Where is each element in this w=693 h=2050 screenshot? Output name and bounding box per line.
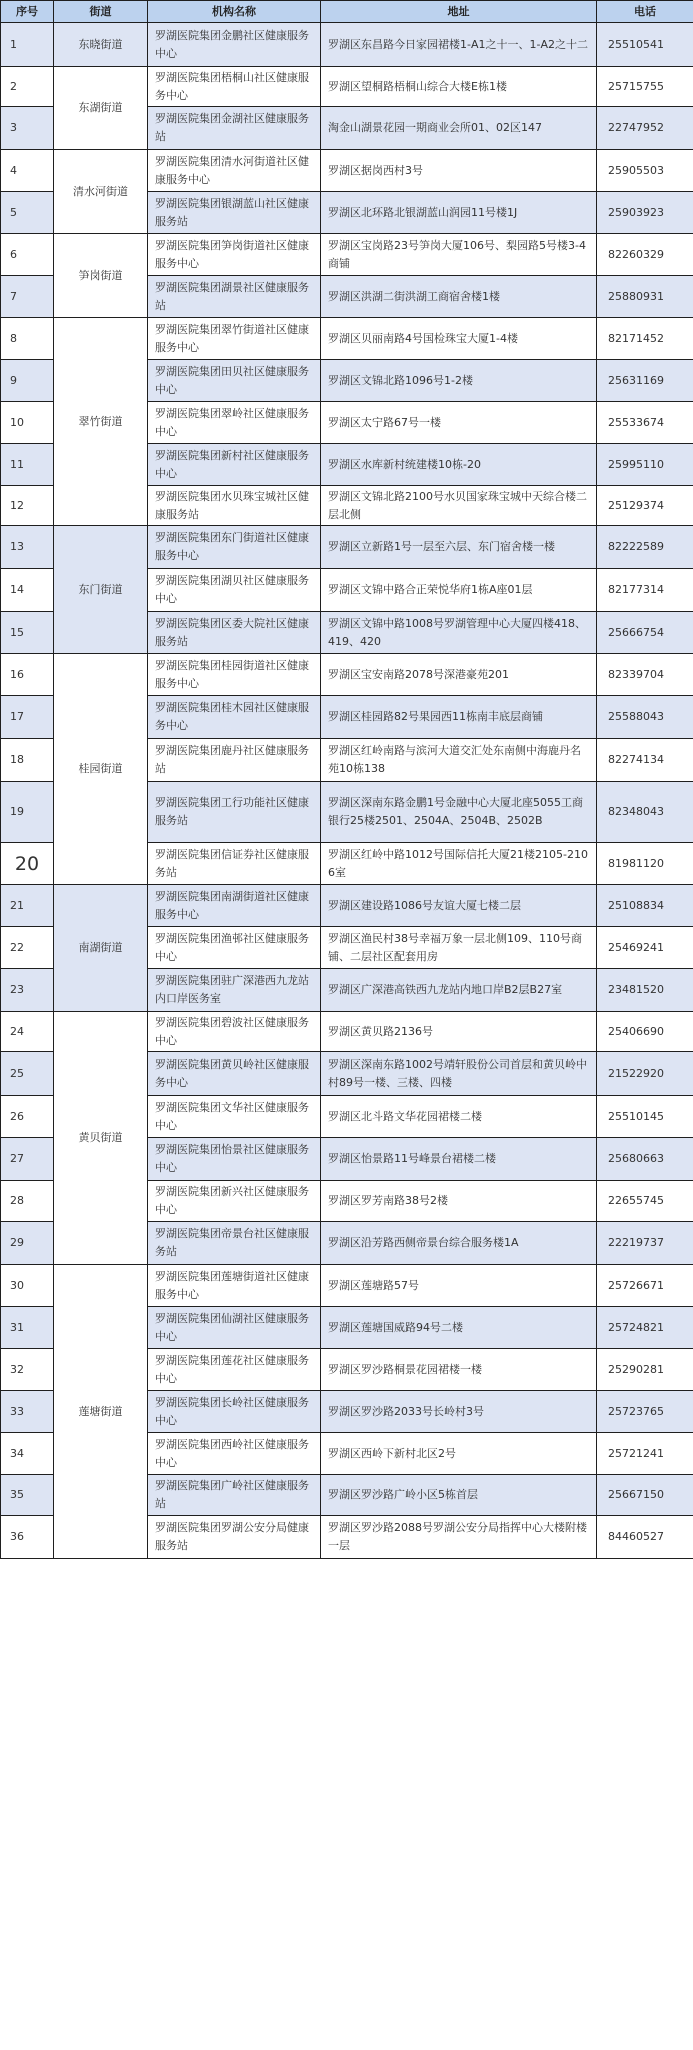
institution-name: 罗湖医院集团清水河街道社区健康服务中心 [148, 150, 321, 192]
institution-name: 罗湖医院集团桂园街道社区健康服务中心 [148, 654, 321, 696]
address-cell: 罗湖区太宁路67号一楼 [321, 402, 597, 444]
phone-cell: 22219737 [597, 1222, 693, 1265]
address-cell: 罗湖区水库新村统建楼10栋-20 [321, 444, 597, 486]
address-cell: 罗湖区怡景路11号峰景台裙楼二楼 [321, 1138, 597, 1181]
institution-name: 罗湖医院集团莲花社区健康服务中心 [148, 1349, 321, 1391]
row-number: 17 [1, 696, 54, 739]
table-row [1, 526, 693, 569]
row-number: 30 [1, 1265, 54, 1307]
row-number: 16 [1, 654, 54, 696]
address-cell: 罗湖区东昌路今日家园裙楼1-A1之十一、1-A2之十二 [321, 23, 597, 67]
row-number: 7 [1, 276, 54, 318]
phone-cell: 82260329 [597, 234, 693, 276]
address-cell: 罗湖区红岭南路与滨河大道交汇处东南侧中海鹿丹名苑10栋138 [321, 739, 597, 782]
institution-name: 罗湖医院集团翠岭社区健康服务中心 [148, 402, 321, 444]
address-cell: 罗湖区北斗路文华花园裙楼二楼 [321, 1096, 597, 1138]
address-cell: 罗湖区黄贝路2136号 [321, 1012, 597, 1052]
street-cell: 桂园街道 [54, 654, 148, 885]
institution-name: 罗湖医院集团文华社区健康服务中心 [148, 1096, 321, 1138]
address-cell: 罗湖区红岭中路1012号国际信托大厦21楼2105-2106室 [321, 843, 597, 885]
address-cell: 罗湖区桂园路82号果园西11栋南丰底层商铺 [321, 696, 597, 739]
phone-cell: 82339704 [597, 654, 693, 696]
header-address: 地址 [321, 1, 597, 23]
street-cell: 清水河街道 [54, 150, 148, 234]
institution-name: 罗湖医院集团梧桐山社区健康服务中心 [148, 67, 321, 107]
phone-cell: 25666754 [597, 612, 693, 654]
address-cell: 罗湖区文锦北路1096号1-2楼 [321, 360, 597, 402]
address-cell: 罗湖区文锦北路2100号水贝国家珠宝城中天综合楼二层北侧 [321, 486, 597, 526]
address-cell: 罗湖区罗沙路2088号罗湖公安分局指挥中心大楼附楼一层 [321, 1516, 597, 1559]
address-cell: 罗湖区罗沙路广岭小区5栋首层 [321, 1475, 597, 1516]
phone-cell: 82222589 [597, 526, 693, 569]
row-number: 12 [1, 486, 54, 526]
row-number: 32 [1, 1349, 54, 1391]
row-number: 6 [1, 234, 54, 276]
header-phone: 电话 [597, 1, 693, 23]
address-cell: 罗湖区贝丽南路4号国检珠宝大厦1-4楼 [321, 318, 597, 360]
institution-name: 罗湖医院集团渔邨社区健康服务中心 [148, 927, 321, 969]
street-cell: 东门街道 [54, 526, 148, 654]
institution-name: 罗湖医院集团金湖社区健康服务站 [148, 107, 321, 150]
address-cell: 罗湖区立新路1号一层至六层、东门宿舍楼一楼 [321, 526, 597, 569]
row-number: 4 [1, 150, 54, 192]
table-row [1, 885, 693, 927]
header-no: 序号 [1, 1, 54, 23]
address-cell: 罗湖区据岗西村3号 [321, 150, 597, 192]
header-street: 街道 [54, 1, 148, 23]
institution-name: 罗湖医院集团水贝珠宝城社区健康服务站 [148, 486, 321, 526]
row-number: 23 [1, 969, 54, 1012]
row-number: 28 [1, 1181, 54, 1222]
phone-cell: 22655745 [597, 1181, 693, 1222]
address-cell: 罗湖区渔民村38号幸福万象一层北侧109、110号商铺、二层社区配套用房 [321, 927, 597, 969]
phone-cell: 25469241 [597, 927, 693, 969]
street-cell: 南湖街道 [54, 885, 148, 1012]
row-number: 35 [1, 1475, 54, 1516]
institution-name: 罗湖医院集团金鹏社区健康服务中心 [148, 23, 321, 67]
header-row [1, 1, 693, 23]
row-number: 20 [1, 843, 54, 885]
address-cell: 罗湖区广深港高铁西九龙站内地口岸B2层B27室 [321, 969, 597, 1012]
phone-cell: 25726671 [597, 1265, 693, 1307]
phone-cell: 82348043 [597, 782, 693, 843]
address-cell: 罗湖区罗沙路2033号长岭村3号 [321, 1391, 597, 1433]
institution-name: 罗湖医院集团桂木园社区健康服务中心 [148, 696, 321, 739]
header-name: 机构名称 [148, 1, 321, 23]
institution-name: 罗湖医院集团信证券社区健康服务站 [148, 843, 321, 885]
table-body [1, 23, 693, 1559]
address-cell: 罗湖区北环路北银湖蓝山润园11号楼1J [321, 192, 597, 234]
row-number: 11 [1, 444, 54, 486]
table-row [1, 318, 693, 360]
institution-name: 罗湖医院集团广岭社区健康服务站 [148, 1475, 321, 1516]
phone-cell: 25680663 [597, 1138, 693, 1181]
row-number: 10 [1, 402, 54, 444]
institution-name: 罗湖医院集团东门街道社区健康服务中心 [148, 526, 321, 569]
institution-name: 罗湖医院集团罗湖公安分局健康服务站 [148, 1516, 321, 1559]
row-number: 1 [1, 23, 54, 67]
address-cell: 罗湖区罗芳南路38号2楼 [321, 1181, 597, 1222]
phone-cell: 25880931 [597, 276, 693, 318]
phone-cell: 25667150 [597, 1475, 693, 1516]
phone-cell: 25406690 [597, 1012, 693, 1052]
row-number: 15 [1, 612, 54, 654]
institution-name: 罗湖医院集团怡景社区健康服务中心 [148, 1138, 321, 1181]
institution-name: 罗湖医院集团西岭社区健康服务中心 [148, 1433, 321, 1475]
phone-cell: 82171452 [597, 318, 693, 360]
address-cell: 罗湖区深南东路1002号靖轩股份公司首层和黄贝岭中村89号一楼、三楼、四楼 [321, 1052, 597, 1096]
institution-name: 罗湖医院集团长岭社区健康服务中心 [148, 1391, 321, 1433]
phone-cell: 25129374 [597, 486, 693, 526]
row-number: 18 [1, 739, 54, 782]
row-number: 22 [1, 927, 54, 969]
row-number: 33 [1, 1391, 54, 1433]
row-number: 26 [1, 1096, 54, 1138]
address-cell: 罗湖区深南东路金鹏1号金融中心大厦北座5055工商银行25楼2501、2504A、2504B、2502B [321, 782, 597, 843]
address-cell: 罗湖区文锦中路1008号罗湖管理中心大厦四楼418、419、420 [321, 612, 597, 654]
phone-cell: 25905503 [597, 150, 693, 192]
phone-cell: 25723765 [597, 1391, 693, 1433]
row-number: 25 [1, 1052, 54, 1096]
row-number: 29 [1, 1222, 54, 1265]
row-number: 9 [1, 360, 54, 402]
phone-cell: 82274134 [597, 739, 693, 782]
street-cell: 东晓街道 [54, 23, 148, 67]
institution-name: 罗湖医院集团仙湖社区健康服务中心 [148, 1307, 321, 1349]
phone-cell: 25510145 [597, 1096, 693, 1138]
institution-name: 罗湖医院集团鹿丹社区健康服务站 [148, 739, 321, 782]
address-cell: 淘金山湖景花园一期商业会所01、02区147 [321, 107, 597, 150]
phone-cell: 23481520 [597, 969, 693, 1012]
institution-name: 罗湖医院集团笋岗街道社区健康服务中心 [148, 234, 321, 276]
phone-cell: 25290281 [597, 1349, 693, 1391]
address-cell: 罗湖区洪湖二街洪湖工商宿舍楼1楼 [321, 276, 597, 318]
row-number: 24 [1, 1012, 54, 1052]
table-row [1, 1012, 693, 1052]
phone-cell: 81981120 [597, 843, 693, 885]
phone-cell: 25715755 [597, 67, 693, 107]
address-cell: 罗湖区文锦中路合正荣悦华府1栋A座01层 [321, 569, 597, 612]
table-row [1, 654, 693, 696]
table-row [1, 23, 693, 67]
institution-name: 罗湖医院集团莲塘街道社区健康服务中心 [148, 1265, 321, 1307]
address-cell: 罗湖区宝岗路23号笋岗大厦106号、梨园路5号楼3-4商铺 [321, 234, 597, 276]
street-cell: 东湖街道 [54, 67, 148, 150]
street-cell: 翠竹街道 [54, 318, 148, 526]
institution-name: 罗湖医院集团新兴社区健康服务中心 [148, 1181, 321, 1222]
phone-cell: 25724821 [597, 1307, 693, 1349]
row-number: 36 [1, 1516, 54, 1559]
institution-name: 罗湖医院集团帝景台社区健康服务站 [148, 1222, 321, 1265]
address-cell: 罗湖区西岭下新村北区2号 [321, 1433, 597, 1475]
institution-name: 罗湖医院集团碧波社区健康服务中心 [148, 1012, 321, 1052]
phone-cell: 25721241 [597, 1433, 693, 1475]
row-number: 5 [1, 192, 54, 234]
institution-name: 罗湖医院集团新村社区健康服务中心 [148, 444, 321, 486]
phone-cell: 21522920 [597, 1052, 693, 1096]
table-row [1, 234, 693, 276]
phone-cell: 84460527 [597, 1516, 693, 1559]
phone-cell: 25631169 [597, 360, 693, 402]
table-row [1, 150, 693, 192]
row-number: 27 [1, 1138, 54, 1181]
institution-name: 罗湖医院集团田贝社区健康服务中心 [148, 360, 321, 402]
institution-name: 罗湖医院集团黄贝岭社区健康服务中心 [148, 1052, 321, 1096]
institution-name: 罗湖医院集团湖贝社区健康服务中心 [148, 569, 321, 612]
phone-cell: 25588043 [597, 696, 693, 739]
phone-cell: 25510541 [597, 23, 693, 67]
institution-name: 罗湖医院集团区委大院社区健康服务站 [148, 612, 321, 654]
row-number: 31 [1, 1307, 54, 1349]
row-number: 3 [1, 107, 54, 150]
address-cell: 罗湖区宝安南路2078号深港豪苑201 [321, 654, 597, 696]
row-number: 34 [1, 1433, 54, 1475]
institution-name: 罗湖医院集团驻广深港西九龙站内口岸医务室 [148, 969, 321, 1012]
phone-cell: 25995110 [597, 444, 693, 486]
address-cell: 罗湖区罗沙路桐景花园裙楼一楼 [321, 1349, 597, 1391]
table-row [1, 1265, 693, 1307]
street-cell: 黄贝街道 [54, 1012, 148, 1265]
row-number: 21 [1, 885, 54, 927]
address-cell: 罗湖区沿芳路西侧帝景台综合服务楼1A [321, 1222, 597, 1265]
row-number: 2 [1, 67, 54, 107]
institution-name: 罗湖医院集团工行功能社区健康服务站 [148, 782, 321, 843]
institution-name: 罗湖医院集团银湖蓝山社区健康服务站 [148, 192, 321, 234]
institution-name: 罗湖医院集团南湖街道社区健康服务中心 [148, 885, 321, 927]
institution-name: 罗湖医院集团湖景社区健康服务站 [148, 276, 321, 318]
phone-cell: 82177314 [597, 569, 693, 612]
street-cell: 笋岗街道 [54, 234, 148, 318]
street-cell: 莲塘街道 [54, 1265, 148, 1559]
phone-cell: 25108834 [597, 885, 693, 927]
row-number: 19 [1, 782, 54, 843]
institution-name: 罗湖医院集团翠竹街道社区健康服务中心 [148, 318, 321, 360]
row-number: 8 [1, 318, 54, 360]
address-cell: 罗湖区建设路1086号友谊大厦七楼二层 [321, 885, 597, 927]
address-cell: 罗湖区莲塘路57号 [321, 1265, 597, 1307]
row-number: 13 [1, 526, 54, 569]
address-cell: 罗湖区望桐路梧桐山综合大楼E栋1楼 [321, 67, 597, 107]
table-row [1, 67, 693, 107]
phone-cell: 22747952 [597, 107, 693, 150]
phone-cell: 25533674 [597, 402, 693, 444]
address-cell: 罗湖区莲塘国威路94号二楼 [321, 1307, 597, 1349]
phone-cell: 25903923 [597, 192, 693, 234]
row-number: 14 [1, 569, 54, 612]
